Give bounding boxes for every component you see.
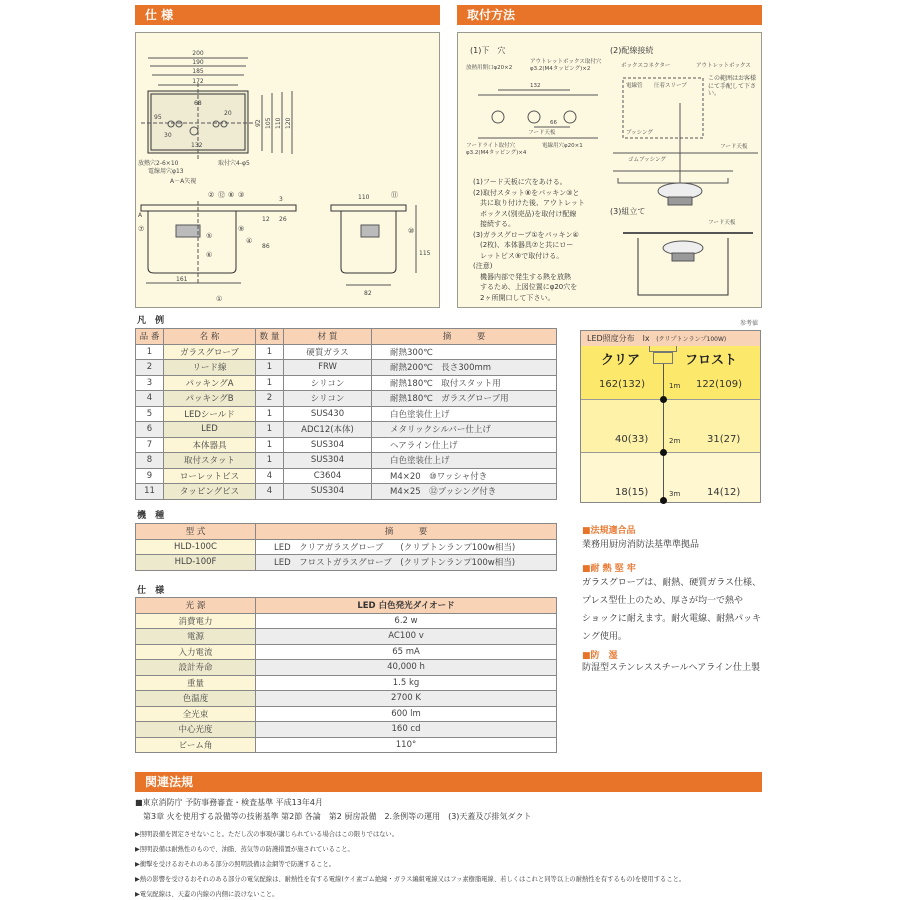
feature-title-moisture: ■防 湿 <box>582 651 618 661</box>
distance-2m: 2m <box>669 437 681 445</box>
table-cell: ADC12(本体) <box>284 422 372 438</box>
dim-label: 3 <box>279 196 283 203</box>
note-label: 圧着スリーブ <box>654 83 687 89</box>
callout-10: ⑩ <box>408 227 415 235</box>
instruction-line: (2)取付スタット⑧をパッキン③と <box>473 188 580 197</box>
table-cell: 6.2 w <box>256 613 557 629</box>
distance-1m: 1m <box>669 382 681 390</box>
table-cell: 耐熱180℃ 取付スタット用 <box>372 375 557 391</box>
distance-3m: 3m <box>669 490 681 498</box>
note-label: フード天板 <box>528 130 556 136</box>
table-cell: M4×25 ⑫ブッシング付き <box>372 484 557 500</box>
dimension-drawing <box>136 33 441 309</box>
table-cell: 4 <box>256 468 284 484</box>
table-cell: 耐熱200℃ 長さ300mm <box>372 360 557 376</box>
table-cell: 1 <box>136 344 164 360</box>
table-cell: ビーム角 <box>136 737 256 753</box>
table-row <box>136 468 557 484</box>
install-instructions <box>473 177 585 303</box>
law-bullet: ▶照明設備は耐熱性のもので、油脂、蒸気等の防護措置が施されていること。 <box>135 846 354 853</box>
table-cell: リード線 <box>164 360 256 376</box>
column-header: 摘 要 <box>372 329 557 345</box>
frost-1m-value: 122(109) <box>696 379 742 390</box>
table-cell: 3 <box>136 375 164 391</box>
table-cell: 5 <box>136 406 164 422</box>
instruction-line: 2ヶ所開口して下さい。 <box>473 293 555 302</box>
models-title: 機 種 <box>137 511 168 521</box>
table-cell: LED <box>164 422 256 438</box>
table-cell: 中心光度 <box>136 722 256 738</box>
table-cell: 重量 <box>136 675 256 691</box>
table-cell: LED クリアガラスグローブ (クリプトンランプ100w相当) <box>256 539 557 555</box>
table-cell: 耐熱180℃ ガラスグローブ用 <box>372 391 557 407</box>
table-cell: C3604 <box>284 468 372 484</box>
instruction-line: するため、上図位置にφ20穴を <box>473 283 578 291</box>
table-cell: 1 <box>256 375 284 391</box>
feature-title-durability: ■耐 熱 堅 牢 <box>582 564 636 574</box>
specs-table <box>135 597 557 753</box>
note-label: 132 <box>530 83 541 89</box>
dim-label: 172 <box>192 78 204 85</box>
illuminance-header-label: LED照度分布 lx <box>587 334 650 343</box>
law-bullet: ▶照明設備を固定させないこと。ただし次の事項が講じられている場合はこの限りではない。 <box>135 831 399 838</box>
instruction-line: ボックス(別売品)を取付け配線 <box>473 209 577 218</box>
feature-text: 業務用厨房消防法基準準拠品 <box>582 540 700 550</box>
column-header: 品 番 <box>136 329 164 345</box>
table-cell: 600 lm <box>256 706 557 722</box>
callout-3: ③ <box>238 191 245 199</box>
table-row <box>136 613 557 629</box>
note-label: ボックスコネクター <box>621 63 671 69</box>
table-cell: 40,000 h <box>256 660 557 676</box>
table-cell: パッキングB <box>164 391 256 407</box>
step2-title: (2)配線接続 <box>610 46 654 55</box>
dim-label: 200 <box>192 50 204 57</box>
table-row <box>136 706 557 722</box>
table-cell: AC100 v <box>256 629 557 645</box>
table-cell: LEDシールド <box>164 406 256 422</box>
dim-label: 95 <box>154 114 162 121</box>
law-bullet: ▶熱の影響を受けるおそれのある部分の電気配線は、耐熱性を有する電線(ケイ素ゴム絶縁・ガラス編組電線又はフッ素樹脂電線、若しくはこれと同等以上の耐熱性を有するもの)を使用すること。 <box>135 876 686 883</box>
feature-text: ガラスグローブは、耐熱、硬質ガラス仕様、 <box>582 578 762 588</box>
instruction-line: (2枚)、本体器具⑦と共にロー <box>473 241 574 249</box>
table-cell: 1 <box>256 453 284 469</box>
column-header: 数 量 <box>256 329 284 345</box>
table-cell: SUS304 <box>284 453 372 469</box>
table-cell: 白色塗装仕上げ <box>372 453 557 469</box>
feature-text: ング使用。 <box>582 632 627 642</box>
dim-label: 92 <box>255 119 262 127</box>
range-note-label: この範囲はお客様にて手配して下さい。 <box>708 75 757 97</box>
table-cell: 全光束 <box>136 706 256 722</box>
table-header-row <box>136 598 557 614</box>
spec-section-header: 仕 様 <box>135 5 440 25</box>
instruction-line: (3)ガラスグローブ①をパッキン④ <box>473 230 579 239</box>
feature-text: 防湿型ステンレススチールヘアライン仕上製 <box>582 663 760 673</box>
column-header: LED 白色発光ダイオード <box>256 598 557 614</box>
table-cell: 65 mA <box>256 644 557 660</box>
law-line: 第3章 火を使用する設備等の技術基準 第2節 各論 第2 厨房設備 2.条例等の運用 (3)天蓋及び排気ダクト <box>135 812 532 821</box>
table-row <box>136 360 557 376</box>
callout-2: ② <box>208 191 215 199</box>
table-cell: 電源 <box>136 629 256 645</box>
table-row <box>136 722 557 738</box>
table-row <box>136 629 557 645</box>
dim-label: 132 <box>191 142 203 149</box>
reference-note: 参考値 <box>740 320 759 327</box>
column-header: 摘 要 <box>256 524 557 540</box>
column-header: 型 式 <box>136 524 256 540</box>
table-cell: 設計寿命 <box>136 660 256 676</box>
point-1m <box>660 396 667 403</box>
distance-axis <box>663 364 664 500</box>
table-cell: 110° <box>256 737 557 753</box>
callout-4: ④ <box>246 237 253 245</box>
table-cell: パッキングA <box>164 375 256 391</box>
dim-label: 12 <box>262 216 270 223</box>
table-cell: 2 <box>256 391 284 407</box>
dim-label: 26 <box>279 216 287 223</box>
table-cell: 入力電流 <box>136 644 256 660</box>
table-row <box>136 660 557 676</box>
callout-6: ⑥ <box>206 251 213 259</box>
install-panel <box>457 32 762 308</box>
dim-label: 110 <box>358 194 370 201</box>
install-section-header: 取付方法 <box>457 5 762 25</box>
feature-title-compliance: ■法規適合品 <box>582 526 636 536</box>
table-cell: 1 <box>256 406 284 422</box>
table-cell: ヘアライン仕上げ <box>372 437 557 453</box>
callout-5: ⑤ <box>206 232 213 240</box>
note-label: 放熱穴2-6×10 <box>138 160 179 167</box>
note-label: フード天板 <box>708 220 736 226</box>
dim-label: 190 <box>192 59 204 66</box>
dim-label: 30 <box>164 132 172 139</box>
table-cell: ローレットビス <box>164 468 256 484</box>
dim-label: 161 <box>176 276 188 283</box>
table-row <box>136 375 557 391</box>
section-label: A－A矢視 <box>170 178 197 185</box>
dim-label: 120 <box>285 117 292 129</box>
step1-title: (1)下 穴 <box>470 46 506 55</box>
table-cell: 色温度 <box>136 691 256 707</box>
instruction-line: 接続する。 <box>473 220 515 228</box>
table-cell: シリコン <box>284 391 372 407</box>
table-row <box>136 484 557 500</box>
note-label: フード天板 <box>720 144 748 150</box>
table-cell: 4 <box>136 391 164 407</box>
legend-title: 凡 例 <box>137 316 168 326</box>
dim-label: 86 <box>262 243 270 250</box>
frost-2m-value: 31(27) <box>707 434 741 445</box>
table-cell: LED フロストガラスグローブ (クリプトンランプ100w相当) <box>256 555 557 571</box>
table-cell: 硬質ガラス <box>284 344 372 360</box>
table-cell: 取付スタット <box>164 453 256 469</box>
clear-3m-value: 18(15) <box>615 487 649 498</box>
note-label: 電線用穴φ13 <box>148 168 184 175</box>
point-3m <box>660 497 667 504</box>
table-cell: SUS430 <box>284 406 372 422</box>
table-cell: 8 <box>136 453 164 469</box>
dim-label: 82 <box>364 290 372 297</box>
callout-7: ⑦ <box>138 225 145 233</box>
table-cell: HLD-100C <box>136 539 256 555</box>
table-cell: 2700 K <box>256 691 557 707</box>
step3-title: (3)組立て <box>610 207 646 216</box>
clear-2m-value: 40(33) <box>615 434 649 445</box>
frost-label: フロスト <box>685 353 738 368</box>
law-bullet: ▶衝撃を受けるおそれのある部分の照明設備は金網等で防護すること。 <box>135 861 336 868</box>
instruction-line: (注意) <box>473 262 493 270</box>
parts-legend-table <box>135 328 557 500</box>
table-cell: メタリックシルバー仕上げ <box>372 422 557 438</box>
table-row <box>136 555 557 571</box>
table-cell: 1 <box>256 344 284 360</box>
callout-8: ⑧ <box>228 191 235 199</box>
instruction-line: 機器内部で発生する熱を放熱 <box>473 272 571 281</box>
law-line: ■東京消防庁 予防事務審査・検査基準 平成13年4月 <box>135 798 323 807</box>
feature-text: プレス型仕上のため、厚さが均一で熱や <box>582 596 744 606</box>
table-cell: ガラスグローブ <box>164 344 256 360</box>
table-cell: 1.5 kg <box>256 675 557 691</box>
note-label: アウトレットボックス <box>696 63 751 69</box>
table-row <box>136 675 557 691</box>
column-header: 光 源 <box>136 598 256 614</box>
dimension-drawing-panel <box>135 32 440 308</box>
callout-1: ① <box>216 295 223 303</box>
illuminance-chart <box>580 330 761 503</box>
dim-label: 185 <box>192 68 204 75</box>
law-section-header: 関連法規 <box>135 772 762 792</box>
note-label: ブッシング <box>626 130 653 136</box>
table-row <box>136 437 557 453</box>
note-label: アウトレットボックス取付穴 φ3.2(M4タッピング)×2 <box>530 59 602 72</box>
note-label: ゴムブッシング <box>628 157 666 163</box>
table-header-row <box>136 524 557 540</box>
note-label: 取付穴4-φ5 <box>218 160 250 167</box>
table-cell: 9 <box>136 468 164 484</box>
table-cell: 7 <box>136 437 164 453</box>
models-table <box>135 523 557 571</box>
illuminance-header-note: (クリプトンランプ100W) <box>656 336 727 343</box>
point-2m <box>660 449 667 456</box>
table-cell: FRW <box>284 360 372 376</box>
table-header-row <box>136 329 557 345</box>
table-cell: 4 <box>256 484 284 500</box>
table-cell: タッピングビス <box>164 484 256 500</box>
callout-9: ⑨ <box>238 225 245 233</box>
table-row <box>136 644 557 660</box>
note-label: 電線管 <box>626 83 643 89</box>
feature-text: ショックに耐えます。耐火電線、耐熱パッキ <box>582 614 762 624</box>
table-row <box>136 453 557 469</box>
instruction-line: (1)フード天板に穴をあける。 <box>473 178 567 186</box>
dim-label: 20 <box>224 110 232 117</box>
specs-title: 仕 様 <box>137 586 168 596</box>
callout-12: ⑫ <box>218 191 225 199</box>
table-cell: SUS304 <box>284 484 372 500</box>
law-bullet: ▶電気配線は、天蓋の内線の内側に設けないこと。 <box>135 891 279 898</box>
note-label: フードライト取付穴 φ3.2(M4タッピング)×4 <box>466 143 527 156</box>
table-cell: 1 <box>256 360 284 376</box>
dim-label: 68 <box>194 100 202 107</box>
table-cell: 1 <box>256 437 284 453</box>
table-cell: M4×20 ⑩ワッシャ付き <box>372 468 557 484</box>
note-label: 放熱用開口φ20×2 <box>466 65 513 71</box>
table-cell: SUS304 <box>284 437 372 453</box>
clear-1m-value: 162(132) <box>599 379 645 390</box>
table-cell: 消費電力 <box>136 613 256 629</box>
table-row <box>136 422 557 438</box>
table-cell: 本体器具 <box>164 437 256 453</box>
clear-label: クリア <box>601 353 641 368</box>
instruction-line: 共に取り付けた後、アウトレット <box>473 199 585 207</box>
table-cell: 11 <box>136 484 164 500</box>
table-cell: 2 <box>136 360 164 376</box>
table-row <box>136 737 557 753</box>
dim-label: 110 <box>275 117 282 129</box>
column-header: 名 称 <box>164 329 256 345</box>
table-cell: 白色塗装仕上げ <box>372 406 557 422</box>
frost-3m-value: 14(12) <box>707 487 741 498</box>
illuminance-header <box>581 331 760 346</box>
table-row <box>136 391 557 407</box>
callout-11: ⑪ <box>391 191 398 199</box>
zone-2m <box>581 400 760 453</box>
dim-label: 105 <box>265 117 272 129</box>
table-cell: 耐熱300℃ <box>372 344 557 360</box>
table-cell: 1 <box>256 422 284 438</box>
table-cell: 160 cd <box>256 722 557 738</box>
dim-label: 115 <box>419 250 431 257</box>
table-row <box>136 344 557 360</box>
table-cell: シリコン <box>284 375 372 391</box>
note-label: 66 <box>550 120 557 126</box>
table-row <box>136 539 557 555</box>
table-row <box>136 406 557 422</box>
column-header: 材 質 <box>284 329 372 345</box>
table-row <box>136 691 557 707</box>
section-mark: A <box>138 212 143 219</box>
lamp-icon <box>653 352 673 364</box>
table-cell: 6 <box>136 422 164 438</box>
table-cell: HLD-100F <box>136 555 256 571</box>
note-label: 電線用穴φ20×1 <box>542 143 583 149</box>
instruction-line: レットビス⑨で取付ける。 <box>473 251 564 260</box>
